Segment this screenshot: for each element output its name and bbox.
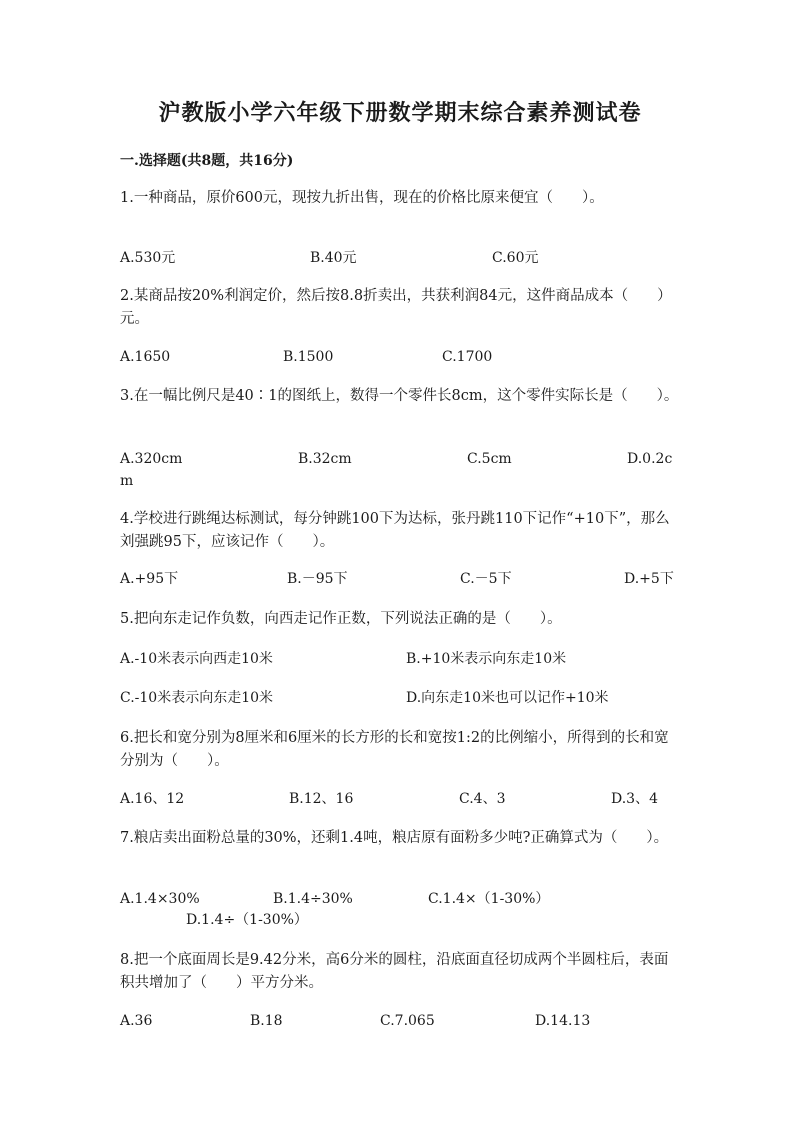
question-5-option-b: B.+10米表示向东走10米 <box>406 651 567 667</box>
question-3-option-c: C.5cm <box>467 451 512 467</box>
question-3-option-a: A.320cm <box>120 451 183 467</box>
question-7-stem: 7.粮店卖出面粉总量的30%，还剩1.4吨，粮店原有面粉多少吨?正确算式为（ ）。 <box>120 830 669 846</box>
question-3-option-d-wrap: m <box>120 473 134 489</box>
question-4-option-a: A.+95下 <box>120 571 179 587</box>
question-7-option-a: A.1.4×30% <box>120 891 200 907</box>
question-6-option-b: B.12、16 <box>289 791 354 807</box>
section-heading: 一.选择题(共8题，共16分) <box>120 153 294 169</box>
page-title: 沪教版小学六年级下册数学期末综合素养测试卷 <box>158 100 642 126</box>
question-2-option-b: B.1500 <box>283 349 334 365</box>
question-4-option-d: D.+5下 <box>624 571 674 587</box>
question-2-option-c: C.1700 <box>442 349 493 365</box>
question-7-option-c: C.1.4×（1-30%） <box>428 891 550 907</box>
question-6-option-d: D.3、4 <box>611 791 658 807</box>
question-4-stem: 4.学校进行跳绳达标测试，每分钟跳100下为达标，张丹跳110下记作“+10下”，那么刘强跳95下，应该记作（ ）。 <box>120 511 670 550</box>
question-2-option-a: A.1650 <box>120 349 171 365</box>
question-8-option-b: B.18 <box>250 1013 283 1029</box>
question-7-option-b: B.1.4÷30% <box>273 891 353 907</box>
question-5-option-c: C.-10米表示向东走10米 <box>120 690 274 706</box>
question-5-option-a: A.-10米表示向西走10米 <box>120 651 273 667</box>
question-4-option-c: C.－5下 <box>460 571 512 587</box>
question-1-option-b: B.40元 <box>310 250 357 266</box>
question-6-option-c: C.4、3 <box>459 791 506 807</box>
question-1-option-a: A.530元 <box>120 250 176 266</box>
question-4-option-b: B.－95下 <box>287 571 348 587</box>
question-5-option-d: D.向东走10米也可以记作+10米 <box>406 690 609 706</box>
question-8-option-c: C.7.065 <box>380 1013 435 1029</box>
question-6-option-a: A.16、12 <box>120 791 185 807</box>
question-3-option-d: D.0.2c <box>627 451 673 467</box>
question-2-stem: 2.某商品按20%利润定价，然后按8.8折卖出，共获利润84元，这件商品成本（ ）元。 <box>120 288 672 327</box>
question-3-option-b: B.32cm <box>298 451 352 467</box>
question-7-option-d: D.1.4÷（1-30%） <box>186 912 308 928</box>
question-6-stem: 6.把长和宽分别为8厘米和6厘米的长方形的长和宽按1:2的比例缩小，所得到的长和宽分别为（ ）。 <box>120 730 669 769</box>
question-8-stem: 8.把一个底面周长是9.42分米，高6分米的圆柱，沿底面直径切成两个半圆柱后，表面积共增加了（ ）平方分米。 <box>120 952 669 991</box>
question-5-stem: 5.把向东走记作负数，向西走记作正数，下列说法正确的是（ ）。 <box>120 611 562 627</box>
question-3-stem: 3.在一幅比例尺是40∶1的图纸上，数得一个零件长8cm，这个零件实际长是（ ）。 <box>120 388 679 404</box>
question-8-option-a: A.36 <box>120 1013 153 1029</box>
question-1-option-c: C.60元 <box>492 250 539 266</box>
question-1-stem: 1.一种商品，原价600元，现按九折出售，现在的价格比原来便宜（ ）。 <box>120 190 604 206</box>
question-8-option-d: D.14.13 <box>535 1013 591 1029</box>
